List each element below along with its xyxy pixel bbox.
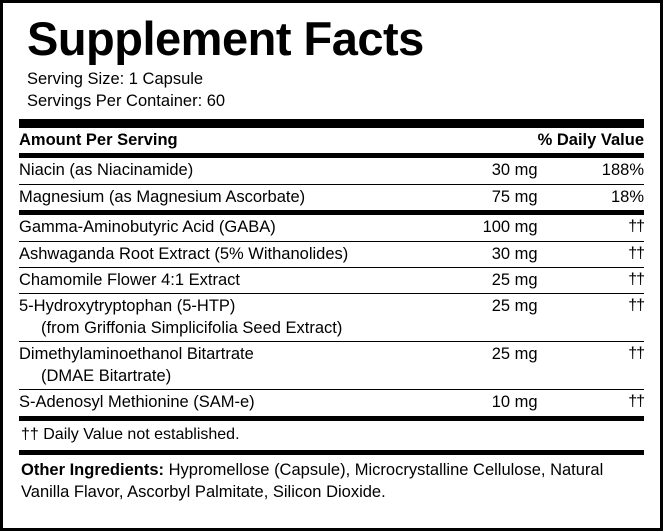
panel-title: Supplement Facts — [27, 12, 424, 65]
divider-thick-top — [19, 119, 644, 128]
table-row — [19, 268, 644, 294]
table-row — [19, 213, 644, 241]
row-name: Gamma-Aminobutyric Acid (GABA) — [19, 213, 426, 241]
other-ingredients — [21, 460, 644, 504]
table-row — [19, 184, 644, 212]
table-row — [19, 156, 644, 184]
row-amount: 10 mg — [426, 390, 538, 416]
row-daily-value: 18% — [538, 184, 644, 212]
row-daily-value: †† — [538, 213, 644, 241]
table-row — [19, 342, 644, 390]
row-amount: 25 mg — [426, 294, 538, 342]
table-row — [19, 294, 644, 342]
daily-value-footnote: †† Daily Value not established. — [21, 425, 240, 443]
table-row — [19, 241, 644, 267]
row-amount: 100 mg — [426, 213, 538, 241]
header-amount-per-serving: Amount Per Serving — [19, 130, 178, 149]
row-daily-value: †† — [538, 342, 644, 390]
header-daily-value: % Daily Value — [537, 130, 644, 149]
row-amount: 30 mg — [426, 241, 538, 267]
row-name: 5-Hydroxytryptophan (5-HTP) — [19, 297, 236, 316]
table-header-row — [19, 128, 644, 156]
row-name: Magnesium (as Magnesium Ascorbate) — [19, 184, 426, 212]
serving-size: Serving Size: 1 Capsule — [27, 69, 204, 88]
row-name: Chamomile Flower 4:1 Extract — [19, 268, 426, 294]
row-name: Niacin (as Niacinamide) — [19, 156, 426, 184]
nutrition-table — [19, 128, 644, 416]
row-name-group — [19, 294, 426, 342]
row-amount: 30 mg — [426, 156, 538, 184]
row-daily-value: †† — [538, 390, 644, 416]
row-amount: 75 mg — [426, 184, 538, 212]
row-subname: (from Griffonia Simplicifolia Seed Extract) — [41, 318, 343, 337]
servings-per-container: Servings Per Container: 60 — [27, 91, 226, 110]
divider-med-other — [19, 450, 644, 455]
other-ingredients-label: Other Ingredients: — [21, 461, 165, 480]
row-amount: 25 mg — [426, 268, 538, 294]
row-subname: (DMAE Bitartrate) — [41, 366, 172, 385]
divider-med-footnote — [19, 416, 644, 421]
row-name: Dimethylaminoethanol Bitartrate — [19, 345, 254, 364]
row-name: Ashwaganda Root Extract (5% Withanolides) — [19, 241, 426, 267]
row-amount: 25 mg — [426, 342, 538, 390]
row-daily-value: 188% — [538, 156, 644, 184]
row-name-group — [19, 342, 426, 390]
other-ingredients-text: Hypromellose (Capsule), Microcrystalline Cellulose, Natural Vanilla Flavor, Ascorbyl Palmitate, Silicon Dioxide. — [21, 461, 604, 502]
table-row — [19, 390, 644, 416]
row-name: S-Adenosyl Methionine (SAM-e) — [19, 390, 426, 416]
header-amount-spacer — [426, 128, 538, 156]
row-daily-value: †† — [538, 241, 644, 267]
row-daily-value: †† — [538, 268, 644, 294]
row-daily-value: †† — [538, 294, 644, 342]
